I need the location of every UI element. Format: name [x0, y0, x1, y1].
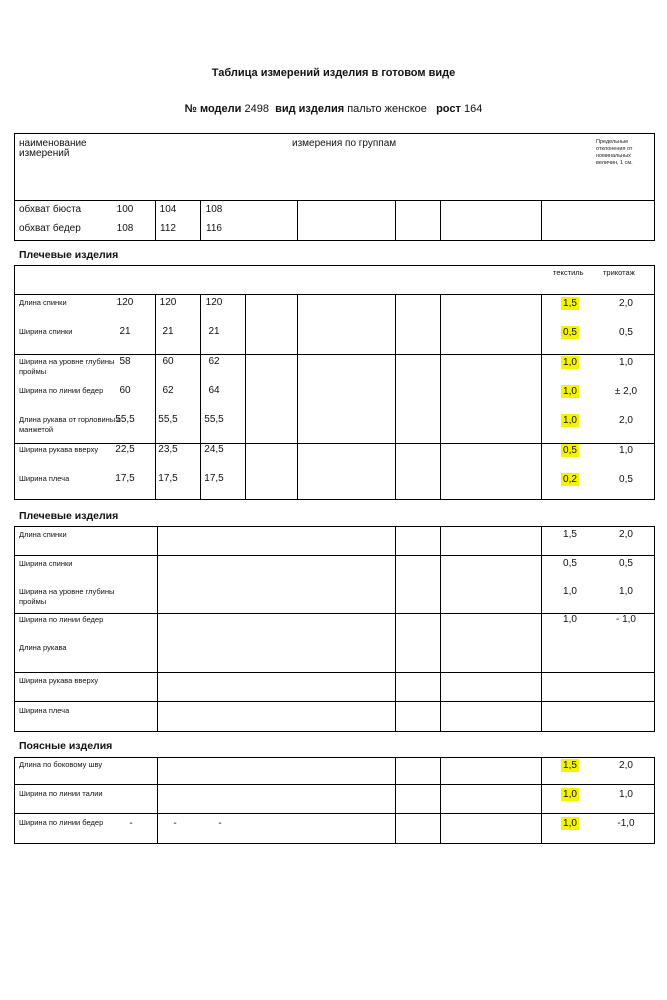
table-rule: [14, 354, 655, 355]
section2-title: Плечевые изделия: [19, 510, 119, 522]
section3-row-textile-value: 1,0: [563, 789, 577, 800]
section1-row-value: 120: [159, 297, 177, 308]
section3-row-knit-value: 1,0: [619, 789, 633, 800]
table-rule: [14, 672, 655, 673]
height-label: рост: [436, 103, 461, 115]
table-rule: [541, 200, 542, 241]
section2-row-knit-value: 1,0: [619, 586, 633, 597]
section1-row-value: 22,5: [115, 444, 135, 455]
section1-row-value: 23,5: [158, 444, 178, 455]
table-rule: [14, 240, 655, 241]
table-rule: [14, 813, 655, 814]
section2-row-textile-value: 1,0: [563, 586, 577, 597]
section2-row-textile: [548, 530, 592, 540]
type-label: вид изделия: [275, 103, 345, 115]
col-knit: трикотаж: [603, 268, 635, 277]
size-label: обхват бедер: [19, 223, 81, 234]
section1-row-label: Ширина плеча: [19, 474, 70, 483]
section1-row-textile-value: 0,2: [563, 474, 577, 485]
section1-row-label: Ширина спинки: [19, 327, 73, 336]
model-label: № модели: [184, 103, 242, 115]
section1-row-knit: [604, 387, 648, 397]
size-value: 116: [206, 223, 222, 234]
section2-row-knit-value: [624, 641, 628, 654]
section1-row-knit: [604, 358, 648, 368]
section2-row-label: Ширина спинки: [19, 559, 73, 568]
section2-row-knit: [604, 530, 648, 540]
section1-row-value: 64: [208, 385, 220, 396]
table-rule: [395, 757, 396, 844]
table-rule: [155, 294, 156, 500]
section2-row-textile-value: 1,0: [563, 614, 577, 625]
size-value: 108: [205, 204, 223, 215]
table-rule: [14, 294, 655, 295]
section1-row-value: 24,5: [204, 444, 224, 455]
section2-row-knit: [604, 587, 648, 597]
section3-title: Поясные изделия: [19, 740, 113, 752]
section1-row-value: 21: [119, 326, 131, 337]
section3-row-knit-value: -1,0: [617, 818, 635, 829]
section3-row-value: -: [173, 818, 177, 829]
section2-row-textile-value: 0,5: [563, 558, 577, 569]
section2-row-textile: [548, 643, 592, 653]
table-rule: [245, 294, 246, 500]
section2-row-knit: [604, 643, 648, 653]
section1-row-knit-value: 1,0: [619, 445, 633, 456]
section1-row-textile: [548, 299, 592, 309]
section1-row-value: 21: [208, 326, 220, 337]
section2-row-knit: [604, 676, 648, 686]
table-rule: [14, 757, 655, 758]
document-title: Таблица измерений изделия в готовом виде: [211, 67, 456, 79]
section1-row-value: 17,5: [158, 473, 178, 484]
table-rule: [14, 843, 655, 844]
section1-row-knit-value: 0,5: [619, 474, 633, 485]
section2-row-knit: [604, 706, 648, 716]
section3-row-label: Ширина по линии бедер: [19, 818, 104, 827]
section1-row-label: Ширина рукава вверху: [19, 445, 99, 454]
section1-row-label: Длина спинки: [19, 298, 67, 307]
section1-row-textile-value: 1,0: [563, 415, 577, 426]
section1-title: Плечевые изделия: [19, 249, 119, 261]
section1-row-textile-value: 0,5: [563, 445, 577, 456]
section2-row-textile: [548, 559, 592, 569]
table-rule: [157, 757, 158, 844]
section2-row-textile-value: [568, 674, 572, 687]
table-rule: [14, 200, 655, 201]
section1-row-value: 58: [119, 356, 131, 367]
section1-row-textile: [548, 358, 592, 368]
section2-row-label: Ширина по линии бедер: [19, 615, 104, 624]
section2-row-textile-value: [568, 641, 572, 654]
section3-row-knit: [604, 790, 648, 800]
section1-row-knit-value: 1,0: [619, 357, 633, 368]
section1-row-textile-value: 1,0: [563, 357, 577, 368]
section1-row-knit: [604, 416, 648, 426]
header-groups-column: измерения по группам: [292, 138, 397, 149]
table-rule: [14, 555, 655, 556]
section1-row-textile: [548, 387, 592, 397]
section2-row-knit-value: 0,5: [619, 558, 633, 569]
section1-row-value: 120: [116, 297, 134, 308]
table-rule: [14, 265, 655, 266]
size-label: обхват бюста: [19, 204, 82, 215]
section3-row-knit: [604, 819, 648, 829]
table-rule: [14, 133, 655, 134]
section3-row-value: -: [218, 818, 222, 829]
section1-row-label: Длина рукава от горловины с манжетой: [19, 415, 122, 434]
header-deviation-column: Предельные отклонения от номинальных величин, 1 см.: [596, 139, 633, 166]
section2-row-label: Ширина плеча: [19, 706, 70, 715]
section1-row-value: 60: [119, 385, 131, 396]
section2-row-textile: [548, 587, 592, 597]
size-value: 108: [116, 223, 134, 234]
section3-row-textile: [548, 819, 592, 829]
table-rule: [14, 731, 655, 732]
section1-row-value: 62: [208, 356, 220, 367]
section2-row-knit-value: 2,0: [619, 529, 633, 540]
table-rule: [14, 613, 655, 614]
section1-row-value: 55,5: [204, 414, 224, 425]
section3-row-textile-value: 1,0: [563, 818, 577, 829]
section2-row-knit-value: [624, 704, 628, 717]
section2-row-knit: [604, 615, 648, 625]
section1-row-value: 55,5: [115, 414, 135, 425]
table-rule: [14, 526, 655, 527]
section2-row-textile: [548, 676, 592, 686]
section2-row-label: Ширина рукава вверху: [19, 676, 99, 685]
section2-row-textile: [548, 615, 592, 625]
table-rule: [14, 784, 655, 785]
section1-row-textile-value: 1,5: [563, 298, 577, 309]
section1-row-textile-value: 0,5: [563, 327, 577, 338]
section1-row-textile: [548, 446, 592, 456]
section1-row-knit: [604, 446, 648, 456]
section1-row-textile: [548, 475, 592, 485]
table-rule: [14, 265, 15, 500]
table-rule: [541, 757, 542, 844]
table-rule: [14, 133, 15, 241]
section1-row-label: Ширина по линии бедер: [19, 386, 104, 395]
section1-row-textile-value: 1,0: [563, 386, 577, 397]
section1-row-knit: [604, 299, 648, 309]
table-rule: [440, 294, 441, 500]
table-rule: [297, 294, 298, 500]
section1-row-knit-value: 0,5: [619, 327, 633, 338]
section1-row-textile: [548, 328, 592, 338]
col-textile: текстиль: [553, 268, 584, 277]
section3-row-label: Длина по боковому шву: [19, 760, 103, 769]
section1-row-textile: [548, 416, 592, 426]
section2-row-textile-value: 1,5: [563, 529, 577, 540]
section2-row-label: Длина спинки: [19, 530, 67, 539]
size-value: 104: [159, 204, 177, 215]
section3-row-knit: [604, 761, 648, 771]
section1-row-value: 55,5: [158, 414, 178, 425]
header-name-column: наименование измерений: [19, 138, 87, 159]
size-value: 100: [116, 204, 134, 215]
table-rule: [654, 133, 655, 241]
section3-row-label: Ширина по линии талии: [19, 789, 103, 798]
section3-row-knit-value: 2,0: [619, 760, 633, 771]
section1-row-value: 17,5: [204, 473, 224, 484]
section2-row-knit-value: - 1,0: [615, 614, 636, 625]
section3-row-textile-value: 1,5: [563, 760, 577, 771]
table-rule: [395, 294, 396, 500]
table-rule: [654, 265, 655, 500]
section3-row-textile: [548, 790, 592, 800]
table-rule: [440, 200, 441, 241]
section1-row-value: 21: [162, 326, 174, 337]
section1-row-knit: [604, 328, 648, 338]
section1-row-label: Ширина на уровне глубины проймы: [19, 357, 115, 376]
section1-row-value: 60: [162, 356, 174, 367]
section2-row-label: Длина рукава: [19, 643, 67, 652]
size-value: 112: [160, 223, 176, 234]
section3-row-value: -: [129, 818, 133, 829]
section1-row-knit: [604, 475, 648, 485]
type-value: пальто женское: [347, 103, 427, 115]
table-rule: [14, 757, 15, 844]
table-rule: [14, 499, 655, 500]
section2-row-knit-value: [624, 674, 628, 687]
table-rule: [654, 757, 655, 844]
section1-row-knit-value: 2,0: [619, 415, 633, 426]
section2-row-textile: [548, 706, 592, 716]
table-rule: [440, 757, 441, 844]
document-subtitle: [0, 104, 667, 115]
section2-row-knit: [604, 559, 648, 569]
section1-row-value: 62: [162, 385, 174, 396]
section2-row-label: Ширина на уровне глубины проймы: [19, 587, 115, 606]
table-rule: [14, 443, 655, 444]
table-rule: [395, 200, 396, 241]
section1-row-knit-value: ± 2,0: [614, 386, 638, 397]
table-rule: [297, 200, 298, 241]
section3-row-textile: [548, 761, 592, 771]
section1-row-knit-value: 2,0: [619, 298, 633, 309]
table-rule: [541, 294, 542, 500]
section2-row-textile-value: [568, 704, 572, 717]
table-rule: [200, 294, 201, 500]
section1-row-value: 17,5: [115, 473, 135, 484]
model-number: 2498: [244, 103, 269, 115]
table-rule: [14, 701, 655, 702]
height-value: 164: [463, 103, 483, 115]
section1-row-value: 120: [205, 297, 223, 308]
